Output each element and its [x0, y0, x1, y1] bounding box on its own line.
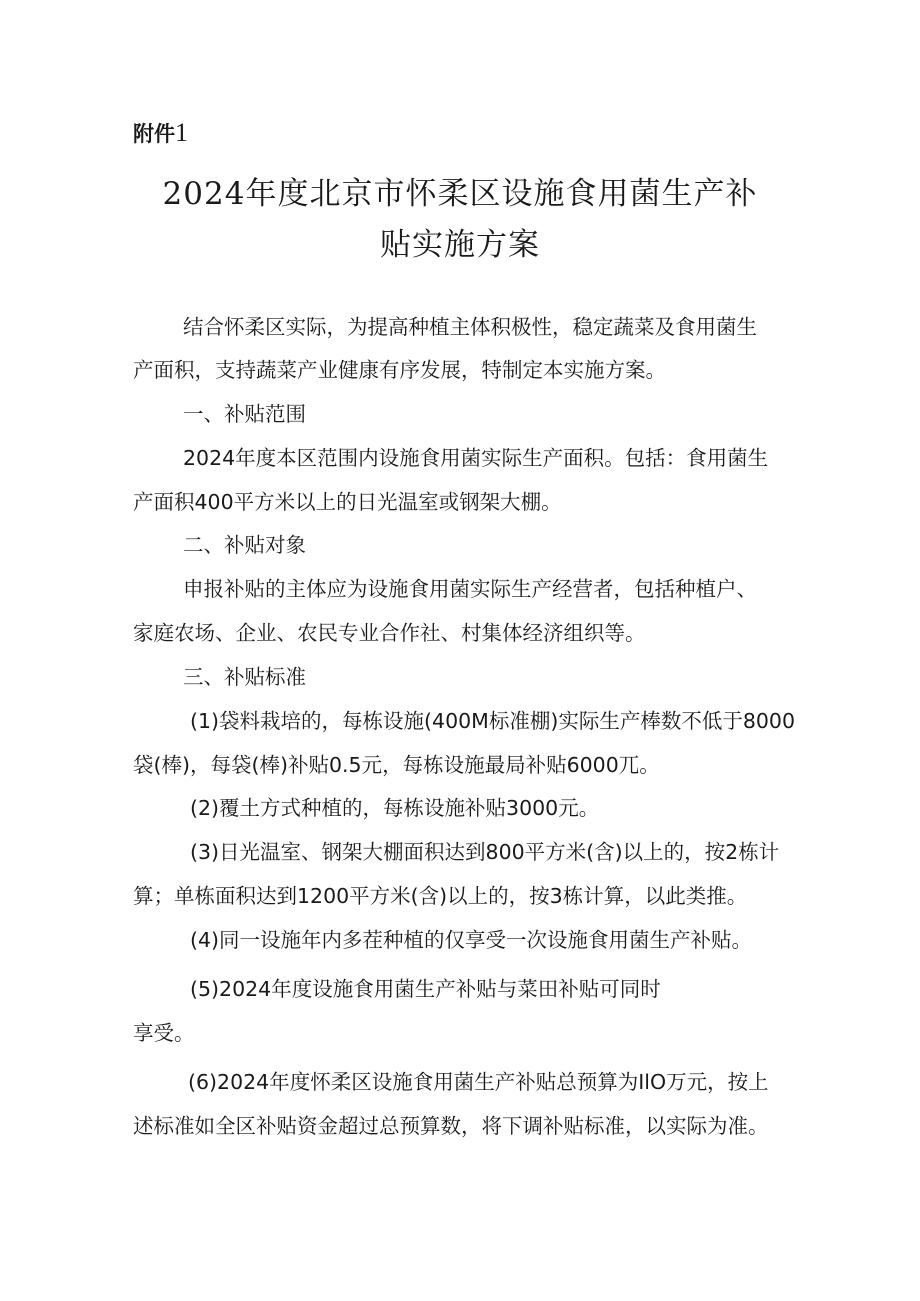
standard-item-3-line-2: 算；单栋面积达到1200平方米(含)以上的，按3栋计算，以此类推。	[133, 884, 748, 908]
standard-item-6-line-1: (6)2024年度怀柔区设施食用菌生产补贴总预算为IlO万元，按上	[188, 1070, 769, 1094]
section-2-line-2: 家庭农场、企业、农民专业合作社、村集体经济组织等。	[133, 621, 646, 645]
standard-item-1-line-1: (1)袋料栽培的，每栋设施(400M标准棚)实际生产棒数不低于8000	[190, 709, 796, 733]
document-title-line-2: 贴实施方案	[380, 227, 540, 263]
document-title-line-1: 2024年度北京市怀柔区设施食用菌生产补	[162, 176, 758, 212]
attachment-label-text: 附件	[133, 122, 175, 146]
standard-item-5-line-1: (5)2024年度设施食用菌生产补贴与菜田补贴可同时	[190, 977, 661, 1001]
intro-line-1: 结合怀柔区实际，为提高种植主体积极性，稳定蔬菜及食用菌生	[183, 315, 757, 339]
section-1-line-1: 2024年度本区范围内设施食用菌实际生产面积。包括：食用菌生	[183, 446, 769, 470]
section-2-heading: 二、补贴对象	[183, 533, 306, 557]
section-1-heading: 一、补贴范围	[183, 402, 306, 426]
attachment-number: 1	[175, 118, 188, 147]
attachment-label	[133, 118, 188, 148]
standard-item-4-line-1: (4)同一设施年内多茬种植的仅享受一次设施食用菌生产补贴。	[190, 928, 753, 952]
standard-item-2-line-1: (2)覆土方式种植的，每栋设施补贴3000元。	[190, 796, 600, 820]
standard-item-1-line-2: 袋(棒)，每袋(棒)补贴0.5元，每栋设施最局补贴6000兀。	[133, 753, 660, 777]
section-2-line-1: 申报补贴的主体应为设施食用菌实际生产经营者，包括种植户、	[183, 577, 757, 601]
standard-item-5-line-2: 享受。	[133, 1021, 195, 1045]
standard-item-6-line-2: 述标准如全区补贴资金超过总预算数，将下调补贴标准，以实际为准。	[133, 1114, 769, 1138]
standard-item-3-line-1: (3)日光温室、钢架大棚面积达到800平方米(含)以上的，按2栋计	[190, 840, 780, 864]
section-1-line-2: 产面积400平方米以上的日光温室或钢架大棚。	[133, 490, 562, 514]
section-3-heading: 三、补贴标准	[183, 665, 306, 689]
intro-line-2: 产面积，支持蔬菜产业健康有序发展，特制定本实施方案。	[133, 358, 666, 382]
